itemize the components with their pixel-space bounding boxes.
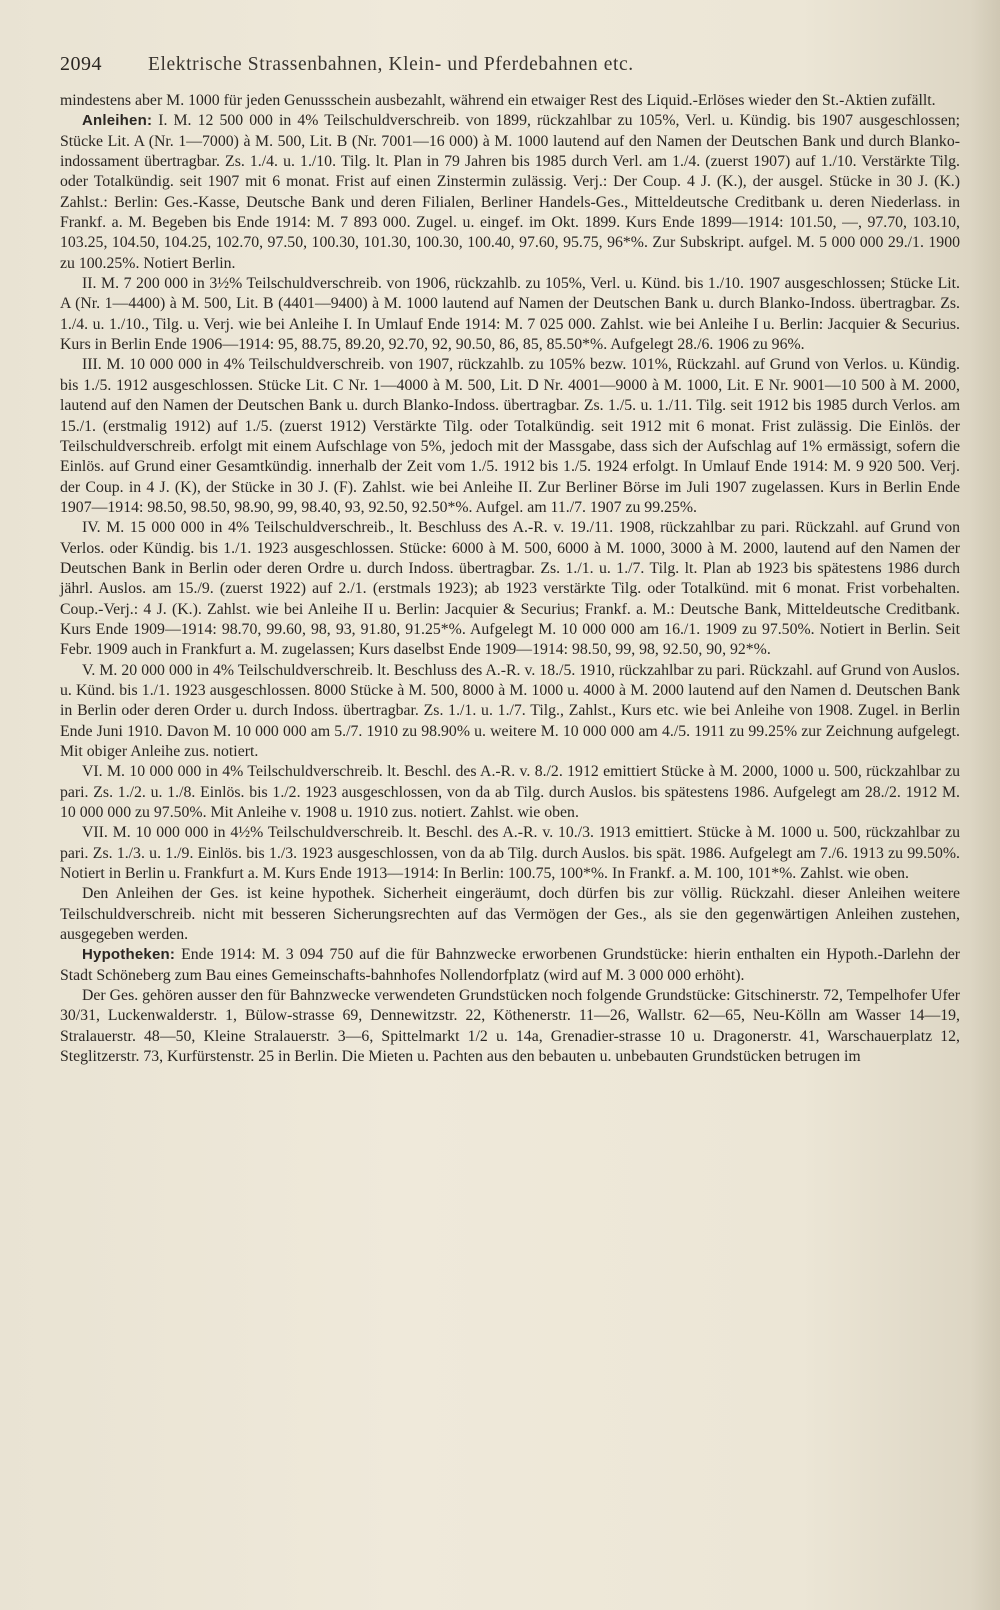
section-lead-hypotheken: Hypotheken: [82,946,176,964]
paragraph-anleihe-2: II. M. 7 200 000 in 3½% Teilschuldverschreib. von 1906, rückzahlb. zu 105%, Verl. u. Künd. bis 1./10. 1907 ausgeschlossen; Stücke Lit. A (Nr. 1—4400) à M. 500, Lit. B (4401—9400) à M. 1000 lautend auf Namen der Deutschen Bank u. durch Blanko-Indoss. übertragbar. Zs. 1./4. u. 1./10., Tilg. u. Verj. wie bei Anleihe I. In Umlauf Ende 1914: M. 7 025 000. Zahlst. wie bei Anleihe I u. Berlin: Jacquier & Securius. Kurs in Berlin Ende 1906—1914: 95, 88.75, 89.20, 92.70, 92, 90.50, 86, 85, 85.50*%. Aufgelegt 28./6. 1906 zu 96%. [60,275,960,354]
page-header [60,52,960,77]
paragraph-anleihe-5: V. M. 20 000 000 in 4% Teilschuldverschreib. lt. Beschluss des A.-R. v. 18./5. 1910, rückzahlbar zu pari. Rückzahl. auf Grund von Auslos. u. Künd. bis 1./1. 1923 ausgeschlossen. 8000 Stücke à M. 500, 8000 à M. 1000 u. 4000 à M. 2000 lautend auf den Namen d. Deutschen Bank in Berlin oder deren Order u. durch Indoss. übertragbar. Zs. 1./1. u. 1./7. Tilg., Zahlst., Kurs etc. wie bei Anleihe von 1908. Zugel. in Berlin Ende Juni 1910. Davon M. 10 000 000 am 5./7. 1910 zu 98.90% u. weitere M. 10 000 000 am 4./5. 1911 zu 99.25% zur Zeichnung aufgelegt. Mit obiger Anleihe zus. notiert. [60,661,960,760]
paragraph-hypotheken: Hypotheken: Ende 1914: M. 3 094 750 auf die für Bahnzwecke erworbenen Grundstücke: hierin enthalten ein Hypoth.-Darlehn der Stadt Schöneberg zum Bau eines Gemeinschafts-bahnhofes Nollendorfplatz (wird auf M. 3 000 000 erhöht). [60,946,960,984]
paragraph-anleihe-1: Anleihen: I. M. 12 500 000 in 4% Teilschuldverschreib. von 1899, rückzahlbar zu 105%, Verl. u. Kündig. bis 1907 ausgeschlossen; Stücke Lit. A (Nr. 1—7000) à M. 500, Lit. B (Nr. 7001—16 000) à M. 1000 lautend auf den Namen der Deutschen Bank und durch Blanko-indossament übertragbar. Zs. 1./4. u. 1./10. Tilg. lt. Plan in 79 Jahren bis 1985 durch Verl. am 1./4. (zuerst 1907) auf 1./10. Verstärkte Tilg. oder Totalkündig. seit 1907 mit 6 monat. Frist auf einen Zinstermin zulässig. Verj.: Der Coup. 4 J. (K.), der ausgel. Stücke in 30 J. (K.) Zahlst.: Berlin: Ges.-Kasse, Deutsche Bank und deren Filialen, Berliner Handels-Ges., Mitteldeutsche Creditbank u. deren Niederlass. in Frankf. a. M. Begeben bis Ende 1914: M. 7 893 000. Zugel. u. eingef. im Okt. 1899. Kurs Ende 1899—1914: 101.50, —, 97.70, 103.10, 103.25, 104.50, 104.25, 102.70, 97.50, 100.30, 101.30, 100.30, 100.40, 97.60, 95.75, 96*%. Zur Subskript. aufgel. M. 5 000 000 29./1. 1900 zu 100.25%. Notiert Berlin. [60,112,960,272]
paragraph-anleihe-7: VII. M. 10 000 000 in 4½% Teilschuldverschreib. lt. Beschl. des A.-R. v. 10./3. 1913 emittiert. Stücke à M. 1000 u. 500, rückzahlbar zu pari. Zs. 1./3. u. 1./9. Einlös. bis 1./3. 1923 ausgeschlossen, von da ab Tilg. durch Auslos. bis spät. 1986. Aufgelegt am 7./6. 1913 zu 99.50%. Notiert in Berlin u. Frankfurt a. M. Kurs Ende 1913—1914: In Berlin: 100.75, 100*%. In Frankf. a. M. 100, 101*%. Zahlst. wie oben. [60,824,960,883]
body-text [60,91,960,1068]
paragraph-grundstuecke: Der Ges. gehören ausser den für Bahnzwecke verwendeten Grundstücken noch folgende Grundstücke: Gitschinerstr. 72, Tempelhofer Ufer 30/31, Luckenwalderstr. 1, Bülow-strasse 69, Dennewitzstr. 22, Köthenerstr. 11—26, Wallstr. 62—65, Neu-Kölln am Wasser 14—19, Stralauerstr. 48—50, Kleine Stralauerstr. 3—6, Spittelmarkt 1/2 u. 14a, Grenadier-strasse 10 u. Dragonerstr. 41, Warschauerplatz 12, Steglitzerstr. 73, Kurfürstenstr. 25 in Berlin. Die Mieten u. Pachten aus den bebauten u. unbebauten Grundstücken betrugen im [60,987,960,1066]
paragraph-anleihe-3: III. M. 10 000 000 in 4% Teilschuldverschreib. von 1907, rückzahlb. zu 105% bezw. 101%, Rückzahl. auf Grund von Verlos. u. Kündig. bis 1./5. 1912 ausgeschlossen. Stücke Lit. C Nr. 1—4000 à M. 500, Lit. D Nr. 4001—9000 à M. 1000, Lit. E Nr. 9001—10 500 à M. 2000, lautend auf den Namen der Deutschen Bank u. durch Blanko-Indoss. übertragbar. Zs. 1./5. u. 1./11. Tilg. seit 1912 bis 1985 durch Verlos. am 15./1. (erstmalig 1912) auf 1./5. (zuerst 1912) Verstärkte Tilg. oder Totalkündig. seit 1912 mit 6 monat. Frist zulässig. Die Einlös. der Teilschuldverschreib. erfolgt mit einem Aufschlage von 5%, jedoch mit der Massgabe, dass sich der Aufschlag auf 1% ermässigt, sofern die Einlös. auf Grund einer Gesamtkündig. innerhalb der Zeit vom 1./5. 1912 bis 1./5. 1924 erfolgt. In Umlauf Ende 1914: M. 9 920 500. Verj. der Coup. in 4 J. (K), der Stücke in 30 J. (F). Zahlst. wie bei Anleihe II. Zur Berliner Börse im Juli 1907 zugelassen. Kurs in Berlin Ende 1907—1914: 98.50, 98.50, 98.90, 99, 98.40, 93, 92.50, 92.50*%. Aufgel. am 11./7. 1907 zu 99.25%. [60,356,960,516]
section-lead-anleihen: Anleihen: [82,112,153,130]
paragraph-security-note: Den Anleihen der Ges. ist keine hypothek. Sicherheit eingeräumt, doch dürfen bis zur völlig. Rückzahl. dieser Anleihen weitere Teilschuldverschreib. nicht mit besseren Sicherungsrechten auf das Vermögen der Ges., als sie den gegenwärtigen Anleihen zustehen, ausgegeben werden. [60,885,960,944]
paragraph-anleihe-6: VI. M. 10 000 000 in 4% Teilschuldverschreib. lt. Beschl. des A.-R. v. 8./2. 1912 emittiert Stücke à M. 2000, 1000 u. 500, rückzahlbar zu pari. Zs. 1./2. u. 1./8. Einlös. bis 1./2. 1923 ausgeschlossen, von da ab Tilg. durch Auslos. bis spätestens 1986. Aufgelegt am 28./2. 1912 M. 10 000 000 zu 97.50%. Mit Anleihe v. 1908 u. 1910 zus. notiert. Zahlst. wie oben. [60,763,960,822]
paragraph-anleihe-4: IV. M. 15 000 000 in 4% Teilschuldverschreib., lt. Beschluss des A.-R. v. 19./11. 1908, rückzahlbar zu pari. Rückzahl. auf Grund von Verlos. oder Kündig. bis 1./1. 1923 ausgeschlossen. Stücke: 6000 à M. 500, 6000 à M. 1000, 3000 à M. 2000, lautend auf den Namen der Deutschen Bank in Berlin oder deren Ordre u. durch Indoss. übertragbar. Zs. 1./1. u. 1./7. Tilg. lt. Plan ab 1923 bis spätestens 1986 durch jährl. Auslos. am 15./9. (zuerst 1922) auf 2./1. (erstmals 1923); ab 1923 verstärkte Tilg. oder Totalkünd. mit 6 monat. Frist vorbehalten. Coup.-Verj.: 4 J. (K.). Zahlst. wie bei Anleihe II u. Berlin: Jacquier & Securius; Frankf. a. M.: Deutsche Bank, Mitteldeutsche Creditbank. Kurs Ende 1909—1914: 98.70, 99.60, 98, 93, 91.80, 91.25*%. Aufgelegt M. 10 000 000 am 16./1. 1909 zu 97.50%. Notiert in Berlin. Seit Febr. 1909 auch in Frankfurt a. M. zugelassen; Kurs daselbst Ende 1909—1914: 98.50, 99, 98, 92.50, 90, 92*%. [60,519,960,659]
paragraph-liquidation: mindestens aber M. 1000 für jeden Genussschein ausbezahlt, während ein etwaiger Rest des Liquid.-Erlöses wieder den St.-Aktien zufällt. [60,92,936,109]
running-title: Elektrische Strassenbahnen, Klein- und Pferdebahnen etc. [148,54,634,75]
page-number: 2094 [60,53,102,75]
